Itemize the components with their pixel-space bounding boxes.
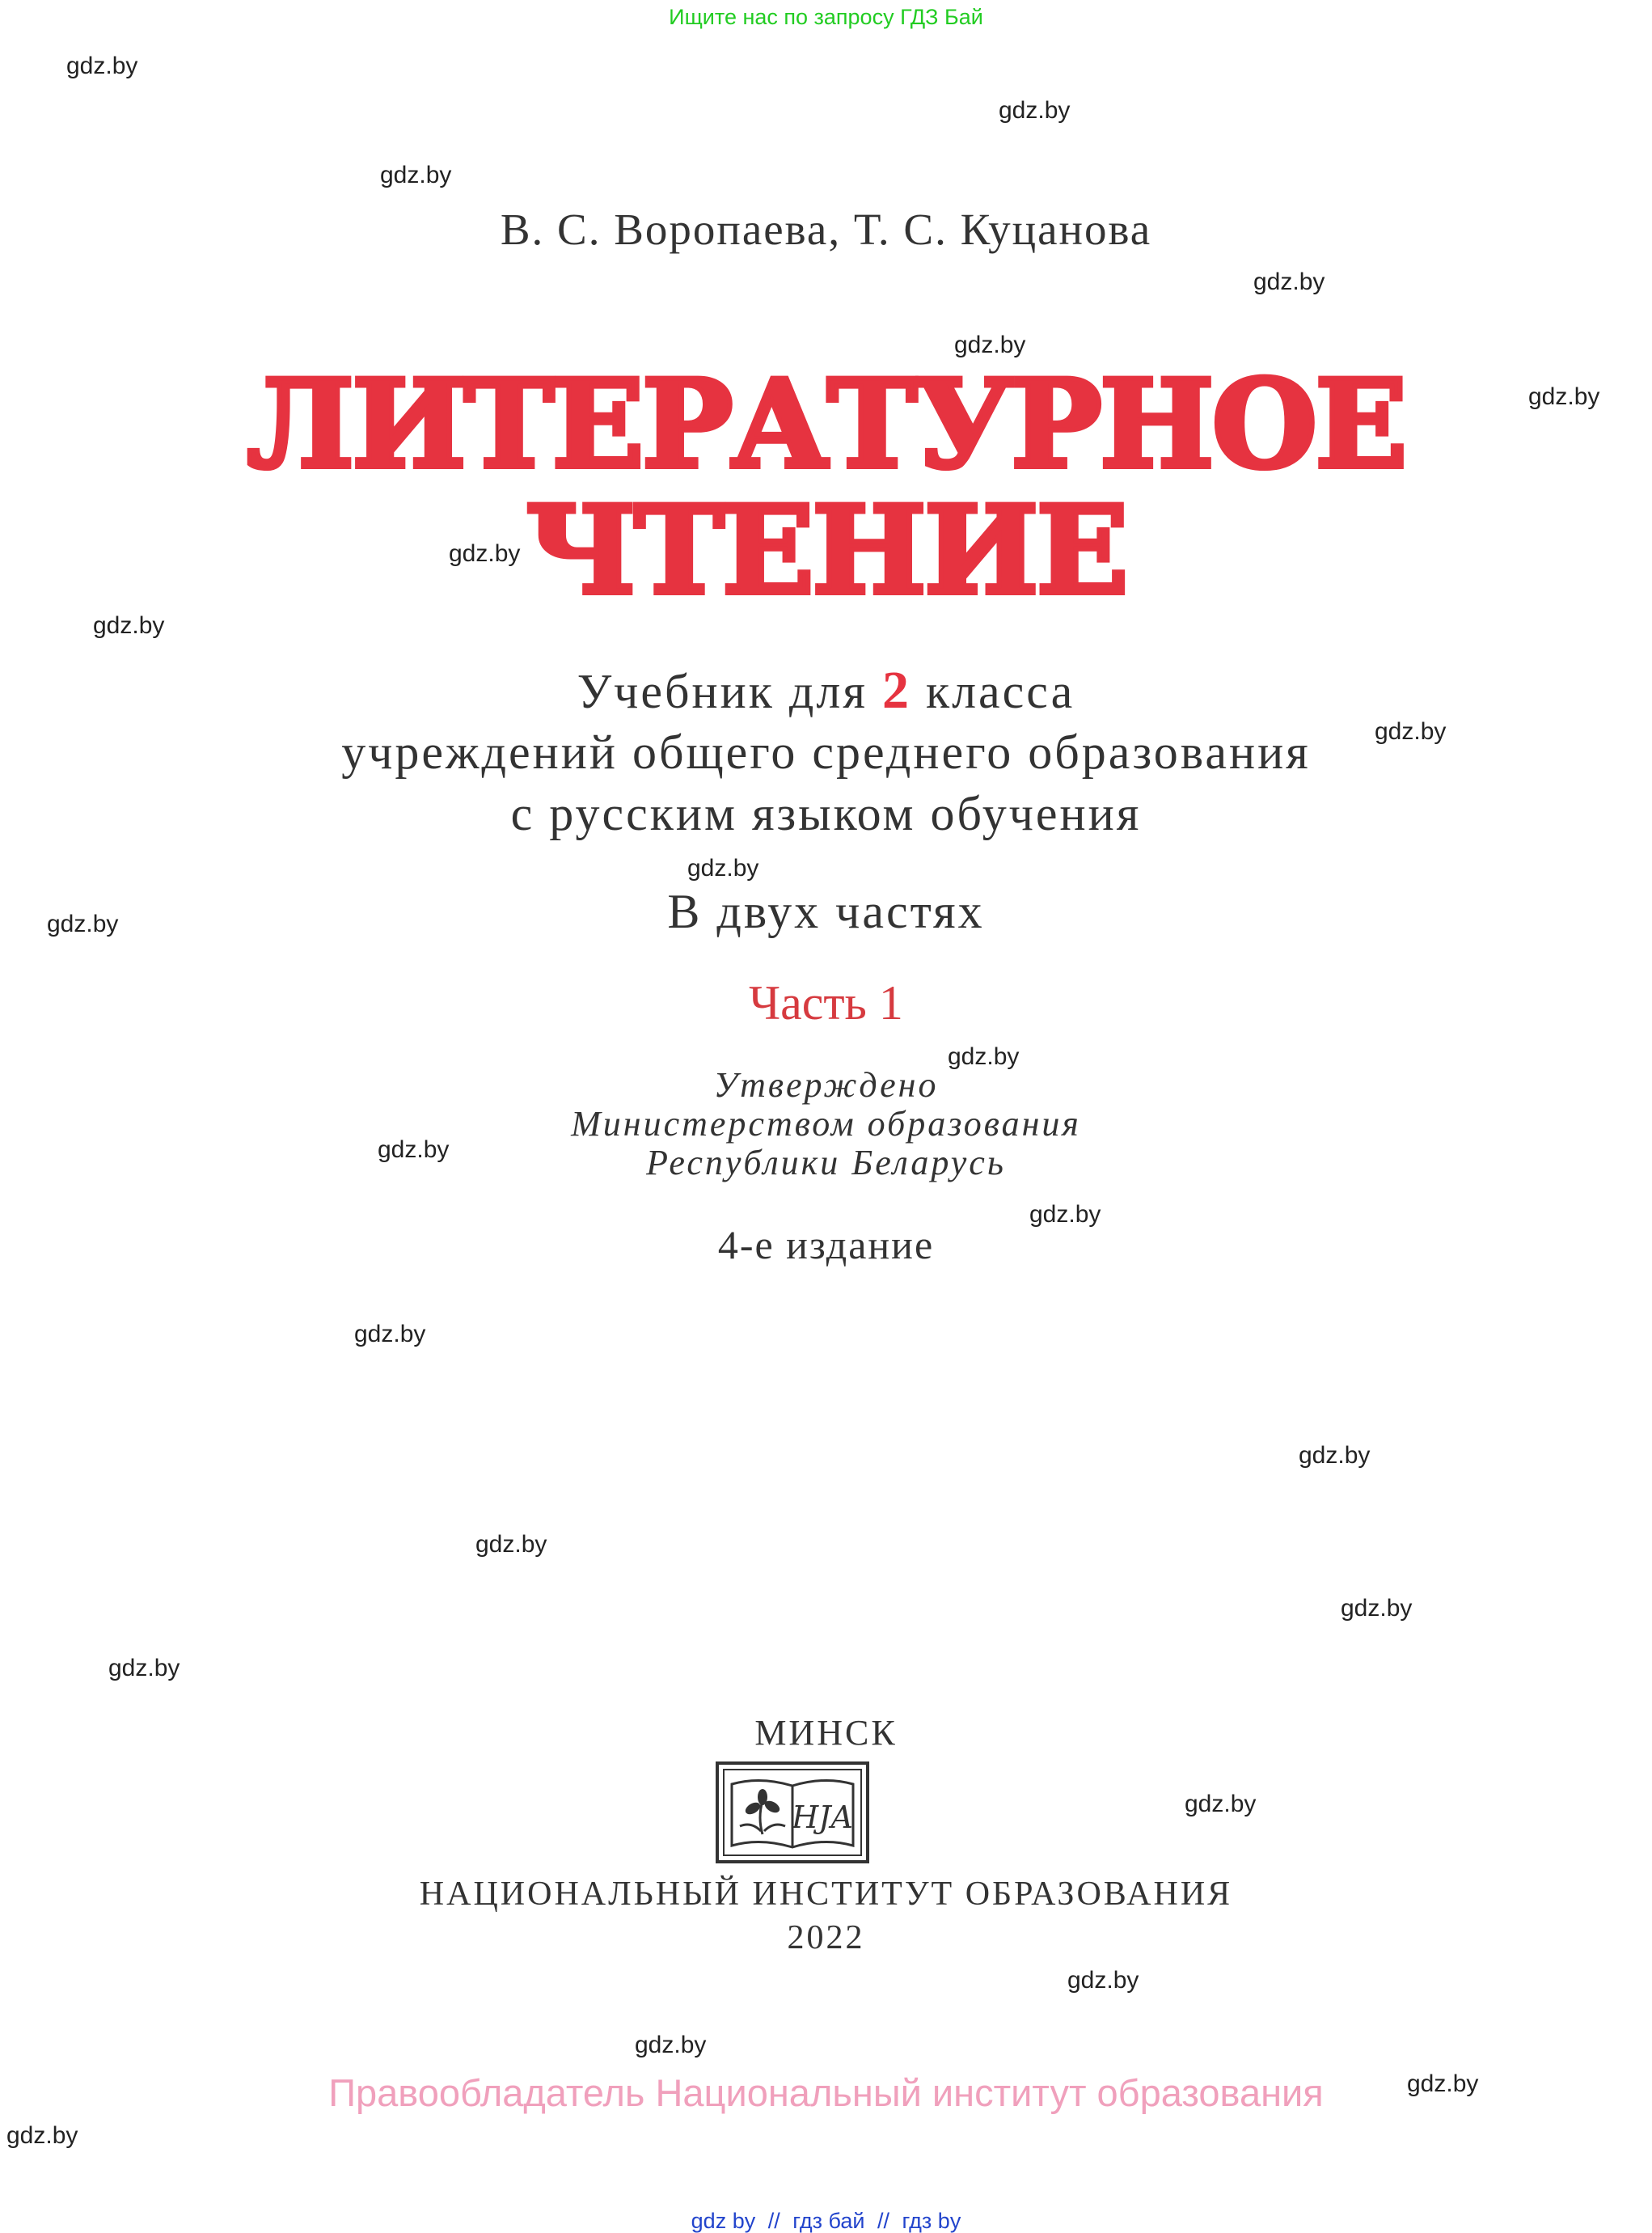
watermark-text: gdz.by xyxy=(449,540,521,567)
watermark-text: gdz.by xyxy=(1067,1967,1139,1994)
watermark-text: gdz.by xyxy=(6,2122,78,2149)
watermark-text: gdz.by xyxy=(1341,1595,1413,1622)
book-title-line-2: ЧТЕНИЕ xyxy=(526,480,1126,622)
watermark-text: gdz.by xyxy=(354,1321,426,1347)
footer-link-gdz-by[interactable]: gdz by xyxy=(691,2209,756,2233)
open-book-logo-icon xyxy=(716,1761,869,1863)
watermark-text: gdz.by xyxy=(47,911,119,937)
approval-line-1: Утверждено xyxy=(713,1065,939,1105)
publisher-logo xyxy=(716,1761,869,1863)
watermark-text: gdz.by xyxy=(1253,269,1325,295)
footer-separator: // xyxy=(877,2209,890,2233)
search-banner: Ищите нас по запросу ГДЗ Бай xyxy=(669,5,983,29)
watermark-text: gdz.by xyxy=(954,332,1026,358)
watermark-text: gdz.by xyxy=(93,612,165,639)
book-title-line-1: ЛИТЕРАТУРНОЕ xyxy=(247,353,1405,496)
approval-line-2: Министерством образования xyxy=(571,1104,1081,1144)
publisher-name: НАЦИОНАЛЬНЫЙ ИНСТИТУТ ОБРАЗОВАНИЯ xyxy=(419,1876,1233,1913)
parts-count: В двух частях xyxy=(667,885,985,938)
logo-monogram: HJA xyxy=(792,1800,853,1835)
edition-number: 4-е издание xyxy=(717,1222,935,1267)
footer-link-gdz-by-cyr[interactable]: гдз by xyxy=(902,2209,961,2233)
watermark-text: gdz.by xyxy=(635,2032,707,2058)
watermark-text: gdz.by xyxy=(1185,1791,1257,1817)
part-label: Часть 1 xyxy=(749,976,903,1030)
approval-line-3: Республики Беларусь xyxy=(646,1143,1006,1182)
subtitle-suffix: класса xyxy=(911,665,1075,718)
watermark-text: gdz.by xyxy=(66,53,138,79)
watermark-text: gdz.by xyxy=(1375,718,1447,745)
watermark-text: gdz.by xyxy=(380,162,452,188)
publication-year: 2022 xyxy=(787,1919,865,1956)
watermark-text: gdz.by xyxy=(948,1043,1020,1070)
subtitle-line-2: учреждений общего среднего образования xyxy=(341,725,1311,779)
watermark-text: gdz.by xyxy=(999,97,1071,124)
footer-links xyxy=(0,2209,1652,2233)
rights-holder-notice: Правообладатель Национальный институт образования xyxy=(328,2071,1324,2114)
watermark-text: gdz.by xyxy=(1299,1442,1371,1469)
watermark-text: gdz.by xyxy=(1528,383,1600,410)
watermark-text: gdz.by xyxy=(1029,1201,1101,1228)
book-authors: В. С. Воропаева, Т. С. Куцанова xyxy=(500,205,1152,254)
publication-city: МИНСК xyxy=(754,1713,898,1753)
watermark-text: gdz.by xyxy=(687,855,759,882)
watermark-text: gdz.by xyxy=(108,1655,180,1681)
watermark-text: gdz.by xyxy=(378,1136,450,1163)
subtitle-line-1 xyxy=(0,660,1652,722)
grade-number: 2 xyxy=(881,661,911,720)
watermark-text: gdz.by xyxy=(475,1531,547,1558)
watermark-text: gdz.by xyxy=(1407,2070,1479,2097)
subtitle-prefix: Учебник для xyxy=(577,665,882,718)
subtitle-line-3: с русским языком обучения xyxy=(510,787,1142,840)
footer-separator: // xyxy=(767,2209,780,2233)
footer-link-gdz-bai[interactable]: гдз бай xyxy=(792,2209,865,2233)
